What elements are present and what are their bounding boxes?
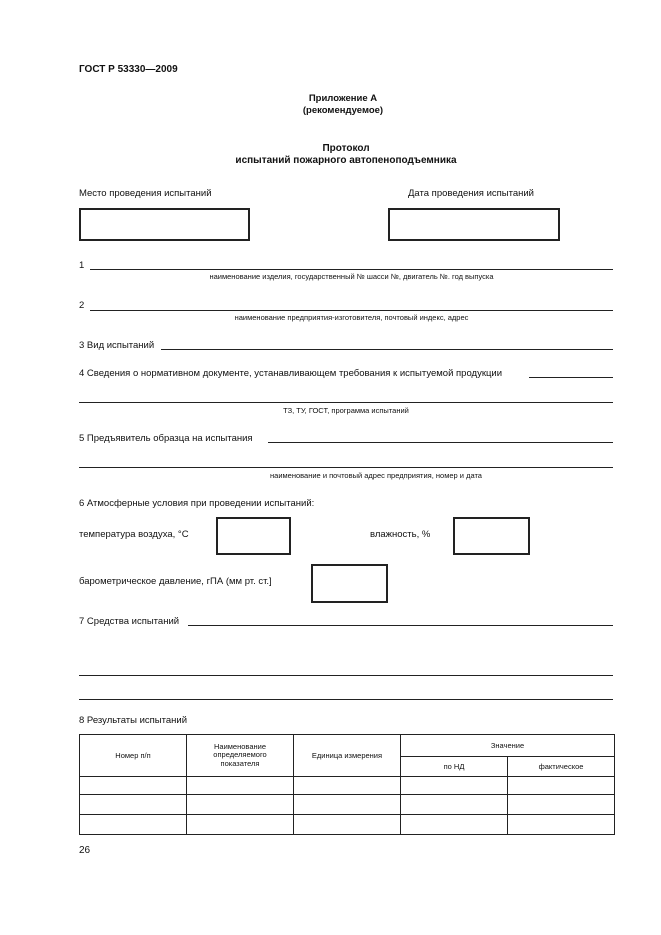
document-title: Протокол bbox=[322, 143, 370, 154]
table-cell[interactable] bbox=[401, 815, 508, 835]
item-4-label: 4 Сведения о нормативном документе, устанавливающем требования к испытуемой продукции bbox=[79, 368, 503, 379]
item-7-field-3[interactable] bbox=[79, 699, 613, 700]
table-row bbox=[80, 815, 615, 835]
item-5-field[interactable] bbox=[268, 442, 613, 443]
item-5-caption: наименование и почтовый адрес предприятия, номер и дата bbox=[270, 471, 482, 480]
item-3-label: 3 Вид испытаний bbox=[79, 340, 155, 351]
item-1-number: 1 bbox=[79, 260, 85, 271]
table-cell[interactable] bbox=[80, 795, 187, 815]
header-number: Номер п/п bbox=[80, 735, 187, 777]
item-1-field[interactable] bbox=[90, 269, 613, 270]
item-5-field-2[interactable] bbox=[79, 467, 613, 468]
place-label: Место проведения испытаний bbox=[79, 188, 212, 199]
document-subtitle: испытаний пожарного автопеноподъемника bbox=[235, 155, 457, 166]
table-cell[interactable] bbox=[401, 777, 508, 795]
table-cell[interactable] bbox=[80, 777, 187, 795]
table-cell[interactable] bbox=[508, 777, 615, 795]
table-cell[interactable] bbox=[294, 815, 401, 835]
header-value-nd: по НД bbox=[401, 757, 508, 777]
table-cell[interactable] bbox=[294, 795, 401, 815]
item-4-field-2[interactable] bbox=[79, 402, 613, 403]
results-table bbox=[79, 734, 615, 835]
header-unit: Единица измерения bbox=[294, 735, 401, 777]
item-1-caption: наименование изделия, государственный № шасси №, двигатель №. год выпуска bbox=[209, 272, 494, 281]
item-4-field[interactable] bbox=[529, 377, 613, 378]
humidity-label: влажность, % bbox=[370, 529, 431, 540]
item-7-label: 7 Средства испытаний bbox=[79, 616, 180, 627]
place-field[interactable] bbox=[79, 208, 250, 241]
standard-code: ГОСТ Р 53330—2009 bbox=[79, 64, 178, 75]
item-8-label: 8 Результаты испытаний bbox=[79, 715, 188, 726]
item-5-label: 5 Предъявитель образца на испытания bbox=[79, 433, 253, 444]
table-cell[interactable] bbox=[401, 795, 508, 815]
table-cell[interactable] bbox=[187, 795, 294, 815]
temperature-field[interactable] bbox=[216, 517, 291, 555]
item-2-number: 2 bbox=[79, 300, 85, 311]
humidity-field[interactable] bbox=[453, 517, 530, 555]
pressure-field[interactable] bbox=[311, 564, 388, 603]
date-field[interactable] bbox=[388, 208, 560, 241]
item-2-field[interactable] bbox=[90, 310, 613, 311]
header-indicator-name: Наименование определяемого показателя bbox=[187, 735, 294, 777]
item-3-field[interactable] bbox=[161, 349, 613, 350]
table-cell[interactable] bbox=[508, 815, 615, 835]
item-7-field[interactable] bbox=[188, 625, 613, 626]
table-row bbox=[80, 777, 615, 795]
appendix-title: Приложение А bbox=[308, 93, 378, 104]
item-4-caption: ТЗ, ТУ, ГОСТ, программа испытаний bbox=[283, 406, 409, 415]
temperature-label: температура воздуха, °С bbox=[79, 529, 189, 540]
table-cell[interactable] bbox=[187, 777, 294, 795]
pressure-label: барометрическое давление, гПА (мм рт. ст.] bbox=[79, 576, 272, 587]
date-label: Дата проведения испытаний bbox=[408, 188, 534, 199]
item-2-caption: наименование предприятия-изготовителя, почтовый индекс, адрес bbox=[234, 313, 469, 322]
table-cell[interactable] bbox=[508, 795, 615, 815]
page-number: 26 bbox=[79, 845, 91, 856]
table-cell[interactable] bbox=[80, 815, 187, 835]
table-cell[interactable] bbox=[294, 777, 401, 795]
item-7-field-2[interactable] bbox=[79, 675, 613, 676]
header-value: Значение bbox=[401, 735, 615, 757]
item-6-label: 6 Атмосферные условия при проведении испытаний: bbox=[79, 498, 315, 509]
header-value-actual: фактическое bbox=[508, 757, 615, 777]
table-row bbox=[80, 795, 615, 815]
appendix-note: (рекомендуемое) bbox=[302, 105, 384, 116]
table-cell[interactable] bbox=[187, 815, 294, 835]
